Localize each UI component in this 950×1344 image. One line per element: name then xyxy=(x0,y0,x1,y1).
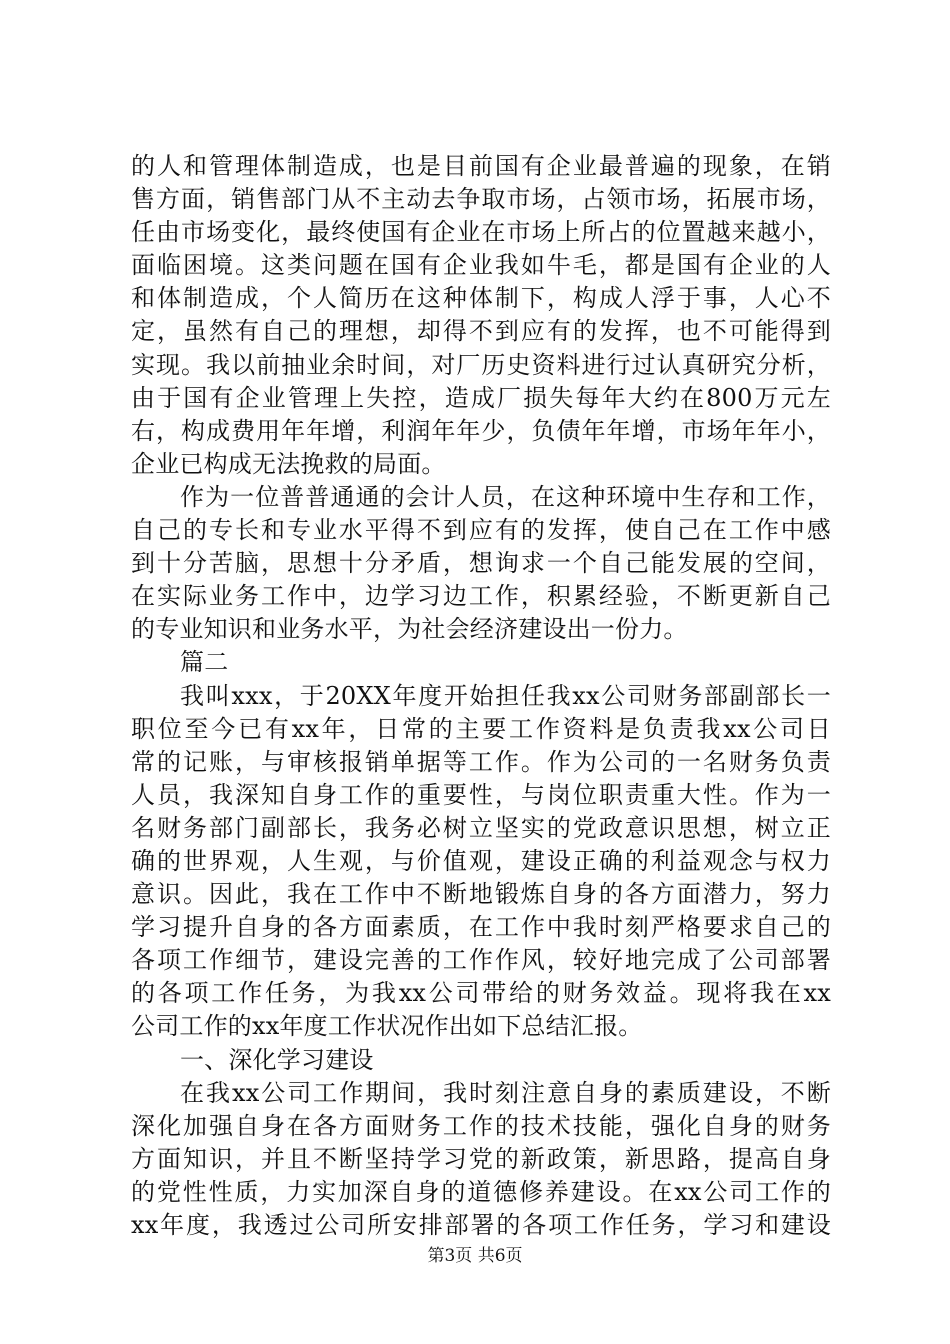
text-line: 的各项工作任务，为我xx公司带给的财务效益。现将我在xx xyxy=(131,979,831,1008)
text-line: 和体制造成，个人简历在这种体制下，构成人浮于事，人心不 xyxy=(131,284,831,313)
text-line: 任由市场变化，最终使国有企业在市场上所占的位置越来越小， xyxy=(131,218,831,247)
text-line: 右，构成费用年年增，利润年年少，负债年年增，市场年年小， xyxy=(131,416,831,445)
text-line: 我叫xxx，于20XX年度开始担任我xx公司财务部副部长一 xyxy=(180,681,831,710)
text-line: 企业已构成无法挽救的局面。 xyxy=(131,449,446,478)
text-line: 作为一位普普通通的会计人员，在这种环境中生存和工作， xyxy=(180,482,831,511)
text-line: 在实际业务工作中，边学习边工作，积累经验，不断更新自己 xyxy=(131,582,831,611)
text-line: 的人和管理体制造成，也是目前国有企业最普遍的现象，在销 xyxy=(131,152,831,180)
document-body xyxy=(131,150,831,1242)
text-line: 在我xx公司工作期间，我时刻注意自身的素质建设，不断 xyxy=(180,1078,831,1107)
text-line: 职位至今已有xx年，日常的主要工作资料是负责我xx公司日 xyxy=(131,714,831,743)
text-line: 各项工作细节，建设完善的工作作风，较好地完成了公司部署 xyxy=(131,946,831,975)
text-line: 名财务部门副部长，我务必树立坚实的党政意识思想，树立正 xyxy=(131,813,831,842)
text-line: 自己的专长和专业水平得不到应有的发挥，使自己在工作中感 xyxy=(131,516,831,545)
text-line: 确的世界观，人生观，与价值观，建设正确的利益观念与权力 xyxy=(131,846,831,875)
text-line: 面临困境。这类问题在国有企业我如牛毛，都是国有企业的人 xyxy=(131,251,831,280)
text-line: 售方面，销售部门从不主动去争取市场，占领市场，拓展市场， xyxy=(131,185,831,214)
text-line: 常的记账，与审核报销单据等工作。作为公司的一名财务负责 xyxy=(131,747,831,776)
text-line: 篇二 xyxy=(180,648,229,677)
text-line: 方面知识，并且不断坚持学习党的新政策，新思路，提高自身 xyxy=(131,1144,831,1173)
text-line: 实现。我以前抽业余时间，对厂历史资料进行过认真研究分析， xyxy=(131,350,831,379)
text-line: 由于国有企业管理上失控，造成厂损失每年大约在800万元左 xyxy=(131,383,831,412)
text-line: 意识。因此，我在工作中不断地锻炼自身的各方面潜力，努力 xyxy=(131,880,831,909)
text-line: 的专业知识和业务水平，为社会经济建设出一份力。 xyxy=(131,615,688,644)
text-line: 深化加强自身在各方面财务工作的技术技能，强化自身的财务 xyxy=(131,1111,831,1140)
text-line: 定，虽然有自己的理想，却得不到应有的发挥，也不可能得到 xyxy=(131,317,831,346)
text-line: 的党性性质，力实加深自身的道德修养建设。在xx公司工作的 xyxy=(131,1177,831,1206)
text-line: xx年度，我透过公司所安排部署的各项工作任务，学习和建设 xyxy=(131,1211,831,1239)
text-line: 公司工作的xx年度工作状况作出如下总结汇报。 xyxy=(131,1012,643,1041)
page-footer: 第3页 共6页 xyxy=(427,1246,523,1266)
text-line: 到十分苦脑，思想十分矛盾，想询求一个自己能发展的空间， xyxy=(131,549,831,578)
text-line: 一、深化学习建设 xyxy=(180,1045,374,1074)
text-line: 人员，我深知自身工作的重要性，与岗位职责重大性。作为一 xyxy=(131,780,831,809)
text-line: 学习提升自身的各方面素质，在工作中我时刻严格要求自己的 xyxy=(131,913,831,942)
